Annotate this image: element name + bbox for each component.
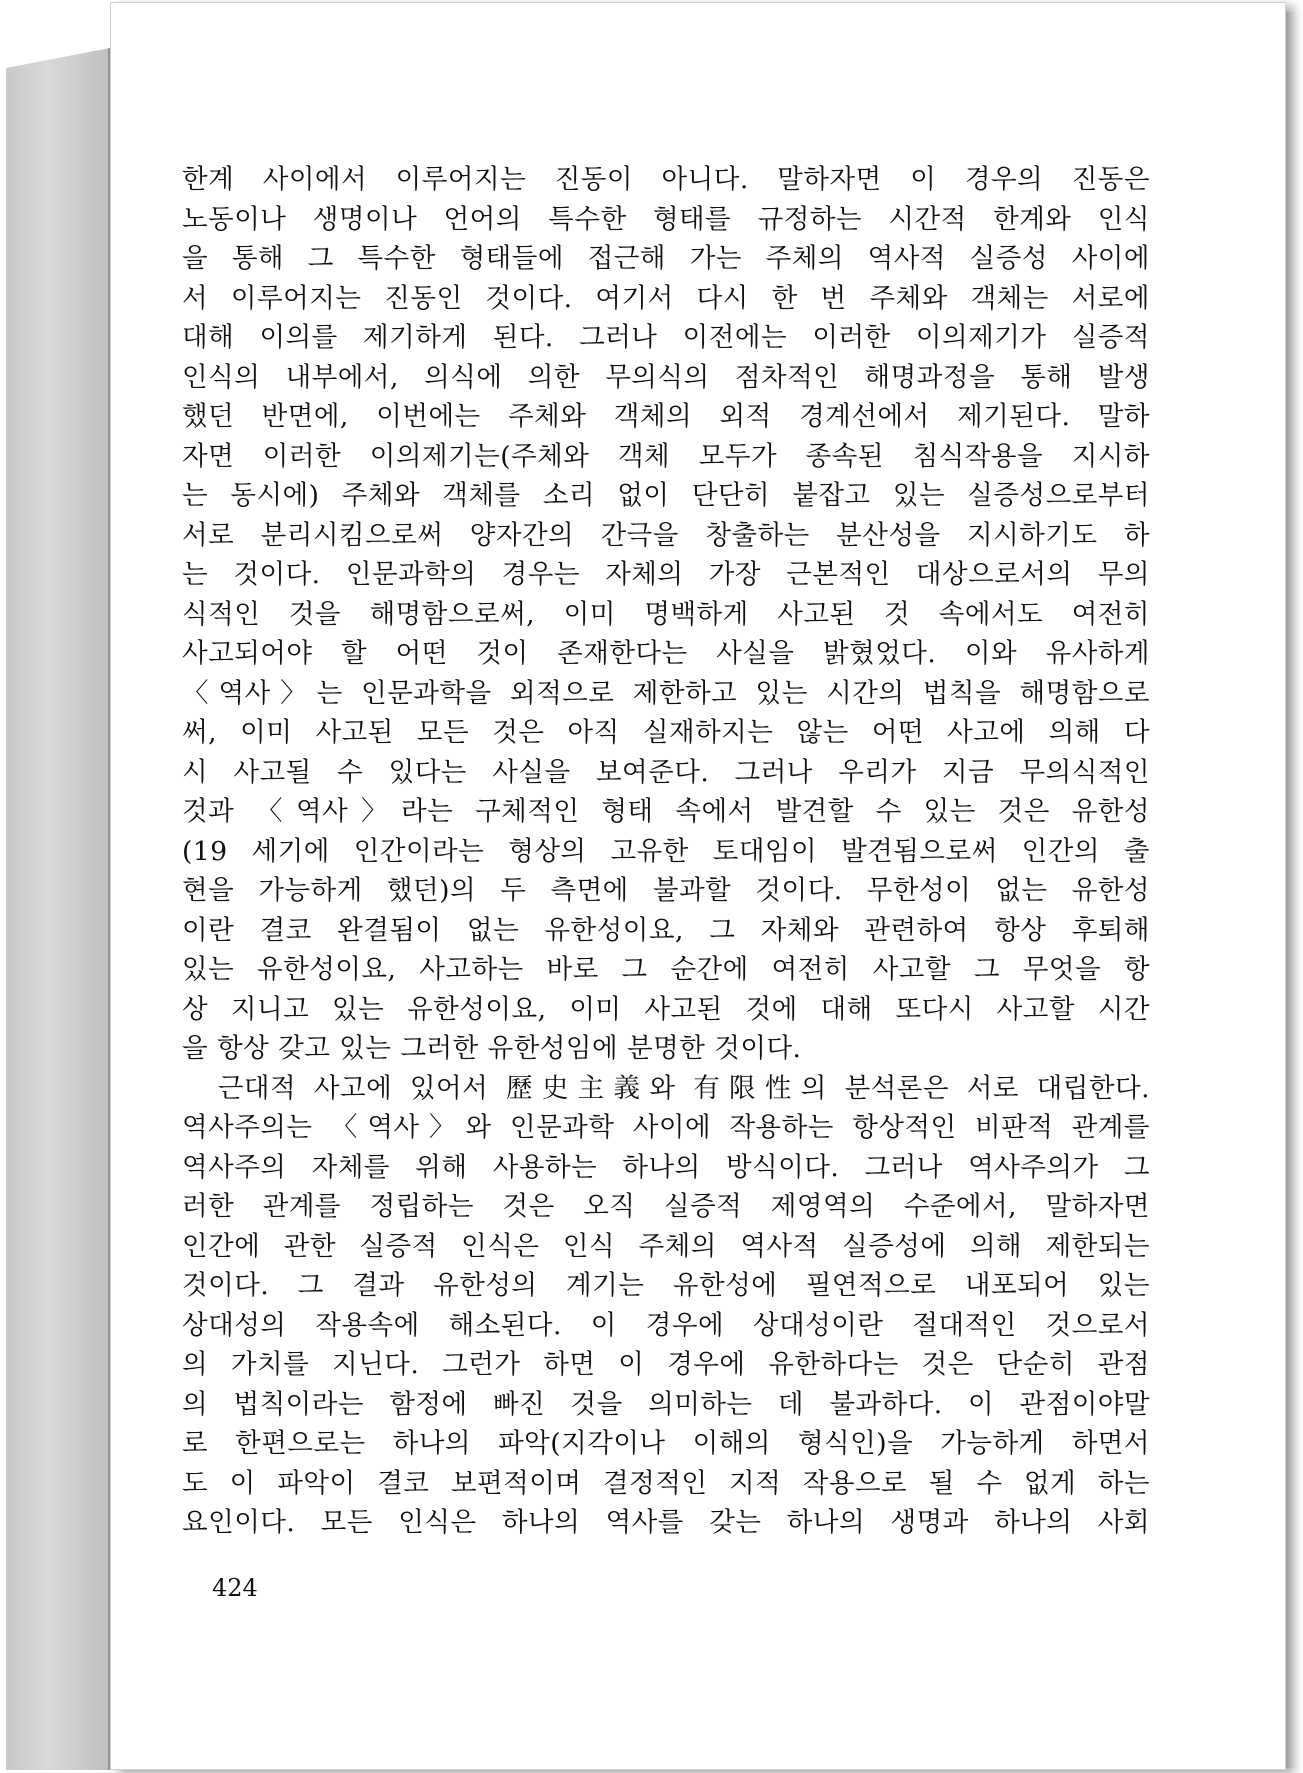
text-line: 서로 분리시킴으로써 양자간의 간극을 창출하는 분산성을 지시하기도 하 <box>182 519 1150 551</box>
text-line: 상대성의 작용속에 해소된다. 이 경우에 상대성이란 절대적인 것으로서 <box>182 1309 1150 1341</box>
text-line: 현을 가능하게 했던)의 두 측면에 불과할 것이다. 무한성이 없는 유한성 <box>182 875 1150 906</box>
text-line: 인간에 관한 실증적 인식은 인식 주체의 역사적 실증성에 의해 제한되는 <box>182 1230 1150 1262</box>
text-line: 자면 이러한 이의제기는(주체와 객체 모두가 종속된 침식작용을 지시하 <box>182 440 1150 472</box>
book-spine <box>6 48 110 1770</box>
text-line: 것이다. 그 결과 유한성의 계기는 유한성에 필연적으로 내포되어 있는 <box>182 1270 1150 1301</box>
text-line: 식적인 것을 해명함으로써, 이미 명백하게 사고된 것 속에서도 여전히 <box>182 598 1150 630</box>
text-line: 역사주의 자체를 위해 사용하는 하나의 방식이다. 그러나 역사주의가 그 <box>182 1151 1150 1183</box>
text-line: 것과 〈역사〉라는 구체적인 형태 속에서 발견할 수 있는 것은 유한성 <box>182 796 1150 827</box>
text-line: 러한 관계를 정립하는 것은 오직 실증적 제영역의 수준에서, 말하자면 <box>182 1191 1150 1222</box>
text-line: 시 사고될 수 있다는 사실을 보여준다. 그러나 우리가 지금 무의식적인 <box>182 756 1150 788</box>
text-line: 근대적 사고에 있어서 歷史主義와 有限性의 분석론은 서로 대립한다. <box>182 1072 1150 1104</box>
text-line: 한계 사이에서 이루어지는 진동이 아니다. 말하자면 이 경우의 진동은 <box>182 164 1150 195</box>
text-line: 서 이루어지는 진동인 것이다. 여기서 다시 한 번 주체와 객체는 서로에 <box>182 282 1150 314</box>
text-line: 의 법칙이라는 함정에 빠진 것을 의미하는 데 불과하다. 이 관점이야말 <box>182 1388 1150 1420</box>
text-line: 는 동시에) 주체와 객체를 소리 없이 단단히 붙잡고 있는 실증성으로부터 <box>182 480 1150 511</box>
text-line: 사고되어야 할 어떤 것이 존재한다는 사실을 밝혔었다. 이와 유사하게 <box>182 638 1150 669</box>
text-line: 을 항상 갖고 있는 그러한 유한성임에 분명한 것이다. <box>182 1033 802 1064</box>
text-line: 대해 이의를 제기하게 된다. 그러나 이전에는 이러한 이의제기가 실증적 <box>182 322 1150 353</box>
text-line: 요인이다. 모든 인식은 하나의 역사를 갖는 하나의 생명과 하나의 사회 <box>182 1507 1150 1538</box>
text-line: 도 이 파악이 결코 보편적이며 결정적인 지적 작용으로 될 수 없게 하는 <box>182 1467 1150 1499</box>
text-line: 했던 반면에, 이번에는 주체와 객체의 외적 경계선에서 제기된다. 말하 <box>182 401 1150 432</box>
text-line: 써, 이미 사고된 모든 것은 아직 실재하지는 않는 어떤 사고에 의해 다 <box>182 717 1150 748</box>
text-line: 는 것이다. 인문과학의 경우는 자체의 가장 근본적인 대상으로서의 무의 <box>182 559 1150 590</box>
text-line: 있는 유한성이요, 사고하는 바로 그 순간에 여전히 사고할 그 무엇을 항 <box>182 954 1150 985</box>
page-number: 424 <box>212 1574 258 1602</box>
text-line: 노동이나 생명이나 언어의 특수한 형태를 규정하는 시간적 한계와 인식 <box>182 203 1150 235</box>
text-line: 의 가치를 지닌다. 그런가 하면 이 경우에 유한하다는 것은 단순히 관점 <box>182 1349 1150 1380</box>
text-line: (19 세기에 인간이라는 형상의 고유한 토대임이 발견됨으로써 인간의 출 <box>182 835 1150 867</box>
text-line: 역사주의는 〈역사〉와 인문과학 사이에 작용하는 항상적인 비판적 관계를 <box>182 1112 1150 1143</box>
text-line: 로 한편으로는 하나의 파악(지각이나 이해의 형식인)을 가능하게 하면서 <box>182 1428 1150 1459</box>
body-text <box>182 160 1150 1560</box>
page-edge <box>1286 12 1296 1768</box>
text-line: 을 통해 그 특수한 형태들에 접근해 가는 주체의 역사적 실증성 사이에 <box>182 243 1150 274</box>
text-line: 인식의 내부에서, 의식에 의한 무의식의 점차적인 해명과정을 통해 발생 <box>182 361 1150 393</box>
text-line: 〈역사〉는 인문과학을 외적으로 제한하고 있는 시간의 법칙을 해명함으로 <box>182 677 1150 709</box>
text-line: 이란 결코 완결됨이 없는 유한성이요, 그 자체와 관련하여 항상 후퇴해 <box>182 914 1150 946</box>
text-line: 상 지니고 있는 유한성이요, 이미 사고된 것에 대해 또다시 사고할 시간 <box>182 993 1150 1025</box>
